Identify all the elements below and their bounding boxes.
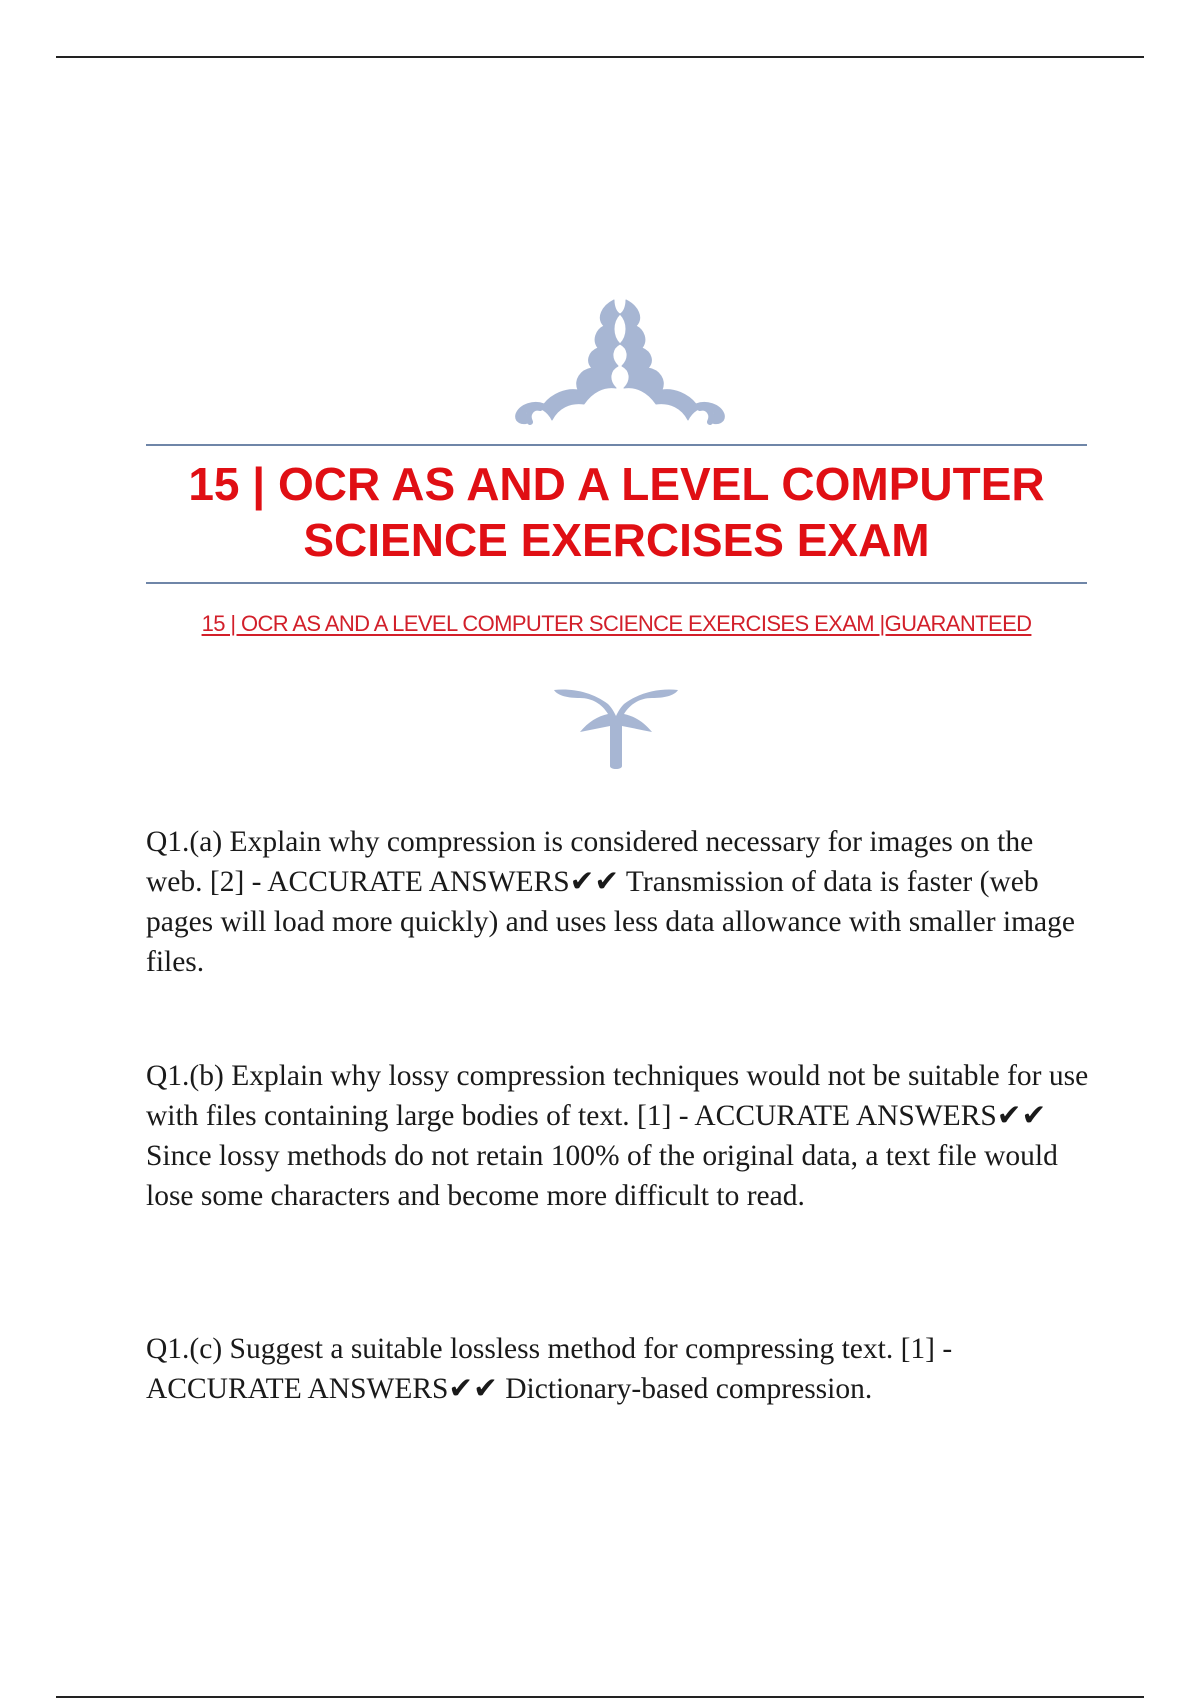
title-top-rule — [146, 444, 1087, 446]
page-bottom-rule — [56, 1696, 1144, 1698]
page-top-rule — [56, 56, 1144, 58]
question-1b: Q1.(b) Explain why lossy compression techniques would not be suitable for use with files containing large bodies of text. [1] - ACCURATE ANSWERS✔✔ Since lossy methods do not retain 100% of the original data, a text file would lose some characters and become more difficult to read. — [146, 1060, 1089, 1212]
document-title: 15 | OCR AS AND A LEVEL COMPUTER SCIENCE EXERCISES EXAM — [188, 458, 1045, 566]
document-subtitle-link[interactable]: 15 | OCR AS AND A LEVEL COMPUTER SCIENCE EXERCISES EXAM |GUARANTEED — [201, 611, 1032, 636]
flourish-ornament-icon — [500, 296, 740, 426]
title-bottom-rule — [146, 582, 1087, 584]
question-1a: Q1.(a) Explain why compression is considered necessary for images on the web. [2] - ACCURATE ANSWERS✔✔ Transmission of data is faster (web pages will load more quickly) and uses less data allowance with smaller image files. — [146, 826, 1075, 978]
fleuron-divider-icon — [552, 686, 680, 770]
question-1c: Q1.(c) Suggest a suitable lossless method for compressing text. [1] - ACCURATE ANSWERS✔✔ Dictionary-based compression. — [146, 1333, 953, 1405]
